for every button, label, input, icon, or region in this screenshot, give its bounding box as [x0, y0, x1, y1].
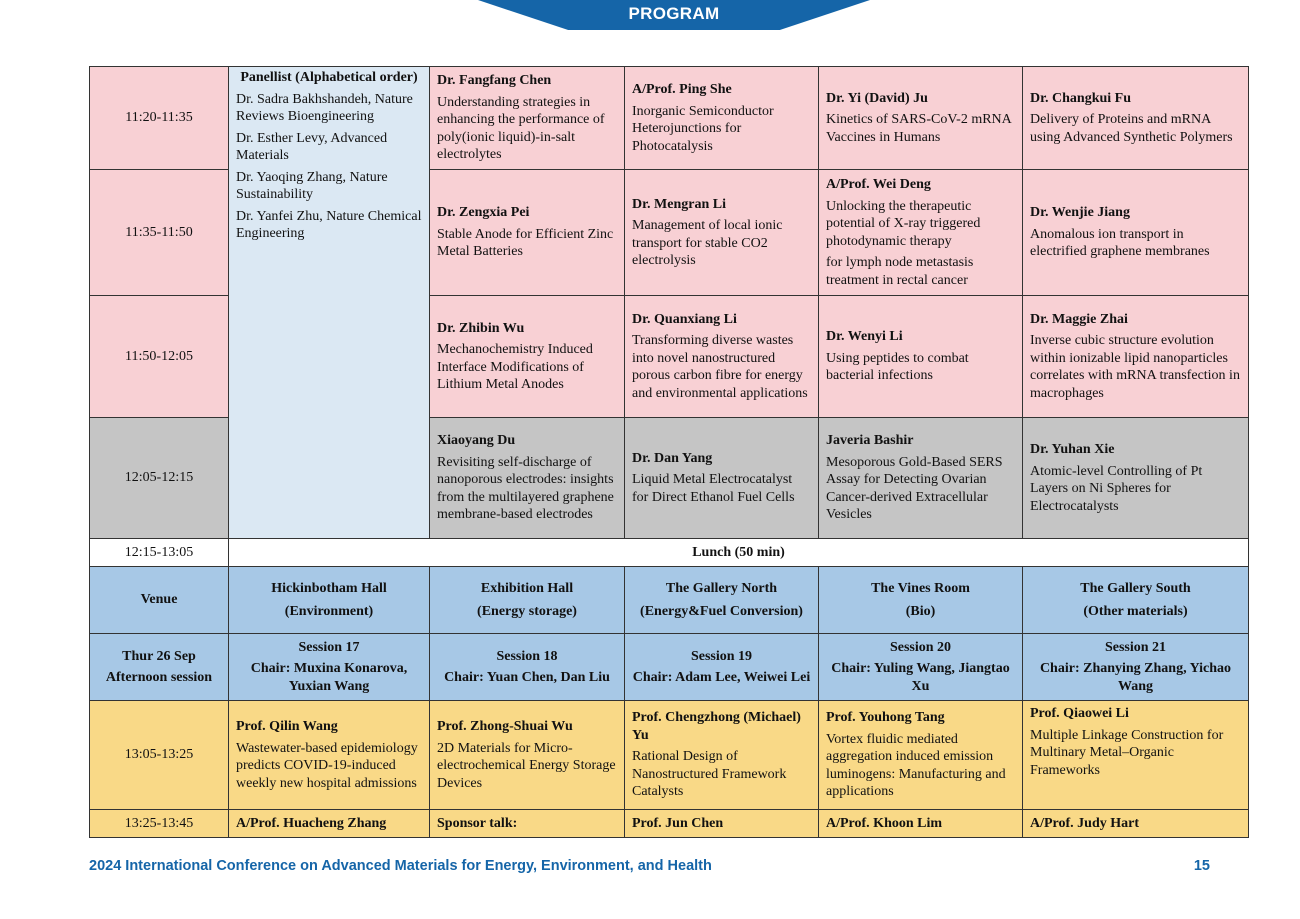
talk-cell: [625, 701, 819, 810]
speaker-name: A/Prof. Ping She: [632, 82, 732, 97]
session-name: Session 17: [298, 639, 360, 655]
venue-cell: [430, 567, 625, 634]
time-cell: 13:25-13:45: [90, 810, 229, 838]
venue-theme: (Other materials): [1083, 603, 1188, 619]
talk-cell: [625, 810, 819, 838]
talk-cell: [1023, 170, 1249, 296]
venue-name: The Gallery South: [1080, 581, 1191, 596]
speaker-name: Dr. Changkui Fu: [1030, 90, 1132, 106]
talk-title: Inverse cubic structure evolution within ionizable lipid nanoparticles correlates with mRNA transfection in macrophages: [1030, 333, 1240, 401]
speaker-name: Prof. Qilin Wang: [236, 719, 338, 734]
talk-cell: [819, 296, 1023, 418]
time-cell: 12:05-12:15: [90, 418, 229, 539]
talk-cell: [625, 67, 819, 170]
speaker-name: Dr. Dan Yang: [632, 450, 713, 466]
talk-title: Wastewater-based epidemiology predicts COVID-19-induced weekly new hospital admissions: [236, 740, 418, 791]
talk-title: Vortex fluidic mediated aggregation induced emission luminogens: Manufacturing and applications: [826, 731, 1006, 800]
speaker-name: Javeria Bashir: [826, 433, 914, 449]
talk-title: Atomic-level Controlling of Pt Layers on Ni Spheres for Electrocatalysts: [1030, 463, 1203, 514]
talk-cell: [430, 810, 625, 838]
talk-cell: [430, 418, 625, 539]
speaker-name: A/Prof. Judy Hart: [1030, 815, 1140, 831]
talk-cell: [430, 296, 625, 418]
table-row: [90, 67, 1249, 170]
venue-label: Venue: [90, 567, 229, 634]
talk-title: Kinetics of SARS-CoV-2 mRNA Vaccines in Humans: [826, 112, 1012, 145]
speaker-name: Dr. Mengran Li: [632, 196, 726, 212]
time-cell: 11:50-12:05: [90, 296, 229, 418]
venue-theme: (Bio): [905, 603, 936, 619]
session-day-cell: [90, 634, 229, 701]
panel-member: Dr. Yanfei Zhu, Nature Chemical Engineering: [236, 208, 422, 241]
talk-title: Mechanochemistry Induced Interface Modifications of Lithium Metal Anodes: [437, 342, 593, 392]
talk-title: Delivery of Proteins and mRNA using Advanced Synthetic Polymers: [1030, 112, 1233, 145]
speaker-name: Dr. Wenjie Jiang: [1030, 205, 1130, 221]
time-cell: 11:35-11:50: [90, 170, 229, 296]
speaker-name: Prof. Youhong Tang: [826, 710, 945, 726]
speaker-name: Xiaoyang Du: [437, 433, 516, 449]
speaker-name: A/Prof. Khoon Lim: [826, 815, 943, 831]
session-chair: Chair: Zhanying Zhang, Yichao Wang: [1039, 661, 1232, 694]
session-day: Thur 26 Sep: [122, 648, 196, 664]
talk-title: Rational Design of Nanostructured Framework Catalysts: [632, 749, 787, 800]
speaker-name: A/Prof. Huacheng Zhang: [236, 815, 387, 831]
venue-name: The Vines Room: [871, 581, 970, 596]
speaker-name: Prof. Qiaowei Li: [1030, 706, 1129, 721]
talk-title: Mesoporous Gold-Based SERS Assay for Detecting Ovarian Cancer-derived Extracellular Vesicles: [826, 454, 1003, 523]
speaker-name: A/Prof. Wei Deng: [826, 177, 931, 192]
speaker-name: Dr. Wenyi Li: [826, 329, 903, 345]
talk-title: Inorganic Semiconductor Heterojunctions for Photocatalysis: [632, 103, 774, 154]
speaker-name: Dr. Quanxiang Li: [632, 311, 737, 327]
venue-theme: (Energy storage): [477, 603, 577, 619]
session-chair: Chair: Muxina Konarova, Yuxian Wang: [250, 661, 408, 694]
session-name: Session 20: [889, 639, 952, 655]
program-banner-title: PROGRAM: [628, 4, 720, 23]
talk-cell: [819, 67, 1023, 170]
talk-cell: [229, 810, 430, 838]
talk-cell: [819, 170, 1023, 296]
talk-cell: [1023, 810, 1249, 838]
venue-row: [90, 567, 1249, 634]
talk-title: Anomalous ion transport in electrified graphene membranes: [1030, 226, 1210, 260]
venue-cell: [625, 567, 819, 634]
venue-name: Hickinbotham Hall: [271, 581, 387, 596]
talk-cell: [229, 701, 430, 810]
talk-title-continued: for lymph node metastasis treatment in rectal cancer: [826, 255, 974, 288]
panel-member: Dr. Yaoqing Zhang, Nature Sustainability: [236, 169, 388, 202]
talk-cell: [430, 170, 625, 296]
session-cell: [229, 634, 430, 701]
session-row: [90, 634, 1249, 701]
session-period: Afternoon session: [105, 670, 213, 685]
speaker-name: Dr. Fangfang Chen: [437, 73, 552, 89]
talk-title: 2D Materials for Micro-electrochemical Energy Storage Devices: [437, 740, 616, 791]
conference-footer: 2024 International Conference on Advanced Materials for Energy, Environment, and Health: [89, 858, 712, 874]
speaker-name: Dr. Zhibin Wu: [437, 320, 525, 336]
table-row: [90, 810, 1249, 838]
talk-cell: [1023, 701, 1249, 810]
speaker-name: Sponsor talk:: [437, 815, 518, 831]
talk-title: Multiple Linkage Construction for Multinary Metal–Organic Frameworks: [1030, 727, 1224, 778]
talk-cell: [819, 701, 1023, 810]
talk-title: Using peptides to combat bacterial infections: [826, 350, 969, 384]
lunch-row: [90, 539, 1249, 567]
venue-name: Exhibition Hall: [480, 581, 574, 596]
venue-name: The Gallery North: [665, 581, 778, 596]
talk-title: Stable Anode for Efficient Zinc Metal Batteries: [437, 226, 614, 260]
lunch-label: Lunch (50 min): [229, 539, 1249, 567]
talk-title: Transforming diverse wastes into novel nanostructured porous carbon fibre for energy and environmental applications: [632, 333, 808, 401]
speaker-name: Dr. Maggie Zhai: [1030, 311, 1128, 327]
session-cell: [625, 634, 819, 701]
speaker-name: Prof. Chengzhong (Michael) Yu: [632, 710, 801, 743]
talk-cell: [1023, 418, 1249, 539]
talk-cell: [819, 810, 1023, 838]
page-number: 15: [1193, 858, 1210, 874]
time-cell: 13:05-13:25: [90, 701, 229, 810]
venue-cell: [819, 567, 1023, 634]
session-chair: Chair: Yuan Chen, Dan Liu: [444, 670, 610, 685]
time-cell: 11:20-11:35: [90, 67, 229, 170]
session-chair: Chair: Yuling Wang, Jiangtao Xu: [831, 661, 1010, 694]
talk-cell: [430, 67, 625, 170]
venue-theme: (Environment): [284, 603, 374, 619]
session-name: Session 18: [496, 648, 558, 664]
panel-member: Dr. Esther Levy, Advanced Materials: [236, 130, 388, 163]
speaker-name: Prof. Zhong-Shuai Wu: [437, 719, 573, 734]
venue-cell: [1023, 567, 1249, 634]
talk-cell: [430, 701, 625, 810]
table-row: [90, 701, 1249, 810]
program-table: [89, 66, 1249, 838]
speaker-name: Dr. Yuhan Xie: [1030, 442, 1115, 457]
panel-member: Dr. Sadra Bakhshandeh, Nature Reviews Bioengineering: [236, 91, 413, 124]
session-cell: [1023, 634, 1249, 701]
session-cell: [430, 634, 625, 701]
session-name: Session 21: [1104, 639, 1167, 655]
speaker-name: Dr. Zengxia Pei: [437, 205, 530, 221]
time-cell: 12:15-13:05: [90, 539, 229, 567]
talk-title: Understanding strategies in enhancing the performance of poly(ionic liquid)-in-salt electrolytes: [437, 94, 605, 163]
panel-cell: [229, 67, 430, 539]
speaker-name: Prof. Jun Chen: [632, 815, 724, 831]
panel-title: Panellist (Alphabetical order): [240, 70, 418, 85]
talk-cell: [1023, 67, 1249, 170]
talk-cell: [625, 418, 819, 539]
talk-title: Liquid Metal Electrocatalyst for Direct Ethanol Fuel Cells: [632, 472, 795, 505]
talk-title: Unlocking the therapeutic potential of X-ray triggered photodynamic therapy: [826, 198, 981, 249]
speaker-name: Dr. Yi (David) Ju: [826, 90, 928, 106]
talk-cell: [819, 418, 1023, 539]
session-cell: [819, 634, 1023, 701]
session-name: Session 19: [690, 648, 753, 664]
talk-cell: [625, 296, 819, 418]
talk-title: Management of local ionic transport for stable CO2 electrolysis: [632, 218, 783, 268]
session-chair: Chair: Adam Lee, Weiwei Lei: [632, 670, 811, 685]
venue-theme: (Energy&Fuel Conversion): [640, 603, 803, 619]
talk-title: Revisiting self-discharge of nanoporous electrodes: insights from the multilayered graphene membrane-based electrodes: [437, 454, 614, 523]
venue-cell: [229, 567, 430, 634]
talk-cell: [1023, 296, 1249, 418]
talk-cell: [625, 170, 819, 296]
